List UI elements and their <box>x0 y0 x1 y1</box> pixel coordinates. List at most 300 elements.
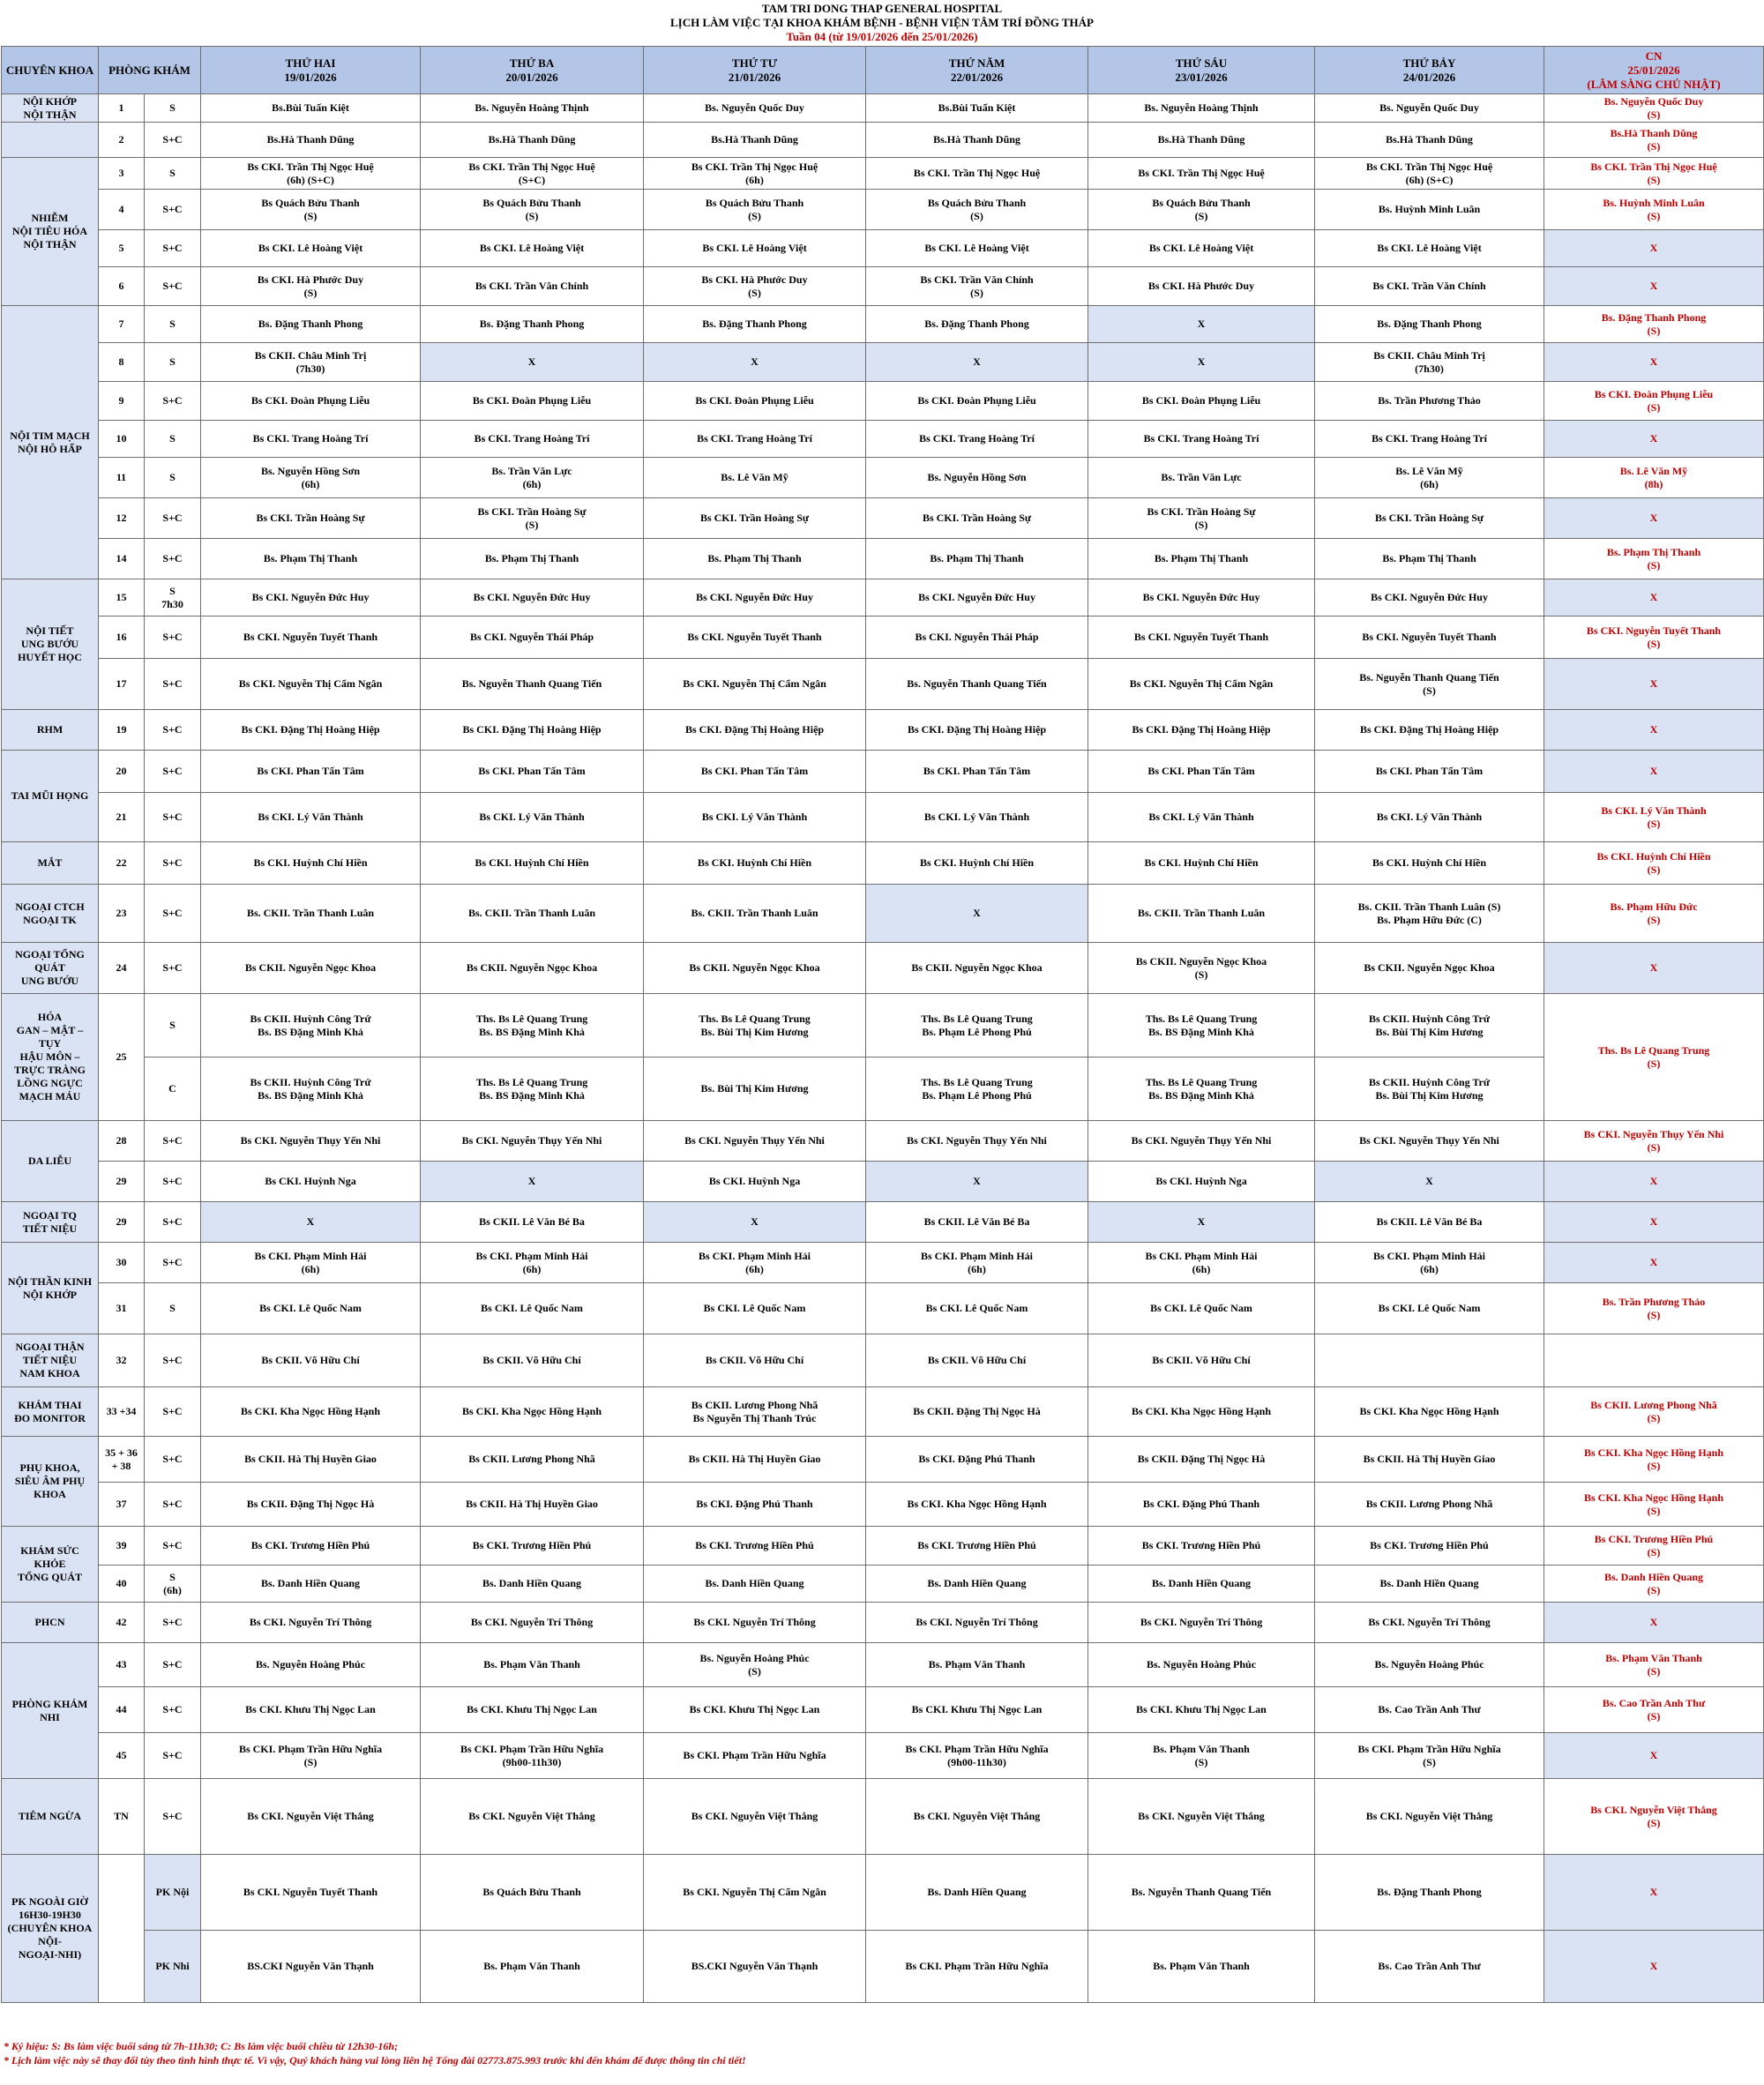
session-cell: S+C <box>145 1387 201 1437</box>
doctor-cell: Bs CKI. Phạm Minh Hải (6h) <box>644 1243 866 1283</box>
doctor-cell: Bs. Cao Trần Anh Thư <box>1315 1687 1544 1733</box>
doctor-cell: Bs. Danh Hiền Quang <box>1315 1566 1544 1603</box>
room-cell: 15 <box>99 579 145 617</box>
sunday-doctor-cell: X <box>1544 421 1764 458</box>
room-header: PHÒNG KHÁM <box>99 47 201 94</box>
sunday-doctor-cell: X <box>1544 579 1764 617</box>
doctor-cell: Bs CKII. Hà Thị Huyền Giao <box>1315 1437 1544 1483</box>
doctor-cell: Bs CKII. Hà Thị Huyền Giao <box>644 1437 866 1483</box>
doctor-cell: Bs CKII. Võ Hữu Chí <box>201 1334 421 1387</box>
doctor-cell: Bs CKI. Hà Phước Duy (S) <box>644 267 866 306</box>
doctor-cell: Bs. CKII. Trần Thanh Luân <box>421 885 644 943</box>
doctor-cell: Bs. Danh Hiền Quang <box>866 1855 1088 1931</box>
sunday-doctor-cell: X <box>1544 1855 1764 1931</box>
doctor-cell: Bs CKI. Lê Hoàng Việt <box>421 230 644 267</box>
schedule-row <box>2 793 1764 842</box>
doctor-cell: X <box>1088 343 1315 382</box>
doctor-cell: Bs CKI. Đặng Thị Hoàng Hiệp <box>1088 710 1315 751</box>
doctor-cell: Bs CKI. Trương Hiền Phú <box>421 1527 644 1566</box>
subclinic-cell: PK Nội <box>145 1855 201 1931</box>
doctor-cell: Bs CKI. Trang Hoàng Trí <box>1315 421 1544 458</box>
session-cell: S+C <box>145 1243 201 1283</box>
doctor-cell: Bs CKI. Phạm Minh Hải (6h) <box>421 1243 644 1283</box>
session-cell: S <box>145 994 201 1057</box>
doctor-cell: Ths. Bs Lê Quang Trung Bs. BS Đặng Minh Khả <box>421 994 644 1057</box>
doctor-cell: Bs CKI. Trần Thị Ngọc Huệ (S+C) <box>421 158 644 190</box>
doctor-cell: Bs CKI. Phạm Trần Hữu Nghĩa <box>644 1733 866 1779</box>
room-cell: 45 <box>99 1733 145 1779</box>
doctor-cell: Bs CKII. Võ Hữu Chí <box>1088 1334 1315 1387</box>
doctor-cell: Bs CKII. Nguyễn Ngọc Khoa <box>201 943 421 994</box>
session-cell: S+C <box>145 842 201 885</box>
room-cell: 8 <box>99 343 145 382</box>
room-cell: 11 <box>99 458 145 498</box>
doctor-cell: X <box>866 885 1088 943</box>
doctor-cell: Bs CKII. Huỳnh Công Trứ Bs. BS Đặng Minh Khả <box>201 994 421 1057</box>
specialty-cell: PHỤ KHOA, SIÊU ÂM PHỤ KHOA <box>2 1437 99 1527</box>
sunday-doctor-cell: X <box>1544 1733 1764 1779</box>
doctor-cell: X <box>421 1162 644 1202</box>
sunday-doctor-cell: X <box>1544 1931 1764 2003</box>
sunday-doctor-cell: X <box>1544 498 1764 539</box>
session-cell: S <box>145 458 201 498</box>
specialty-cell: NỘI TIẾT UNG BƯỚU HUYẾT HỌC <box>2 579 99 710</box>
doctor-cell: Bs CKI. Lê Quốc Nam <box>866 1283 1088 1334</box>
session-cell: S+C <box>145 1603 201 1643</box>
doctor-cell: Bs CKI. Trương Hiền Phú <box>201 1527 421 1566</box>
sunday-doctor-cell: X <box>1544 1243 1764 1283</box>
doctor-cell: Bs CKI. Trần Thị Ngọc Huệ <box>1088 158 1315 190</box>
doctor-cell: Bs CKI. Phạm Trần Hữu Nghĩa (9h00-11h30) <box>421 1733 644 1779</box>
session-cell: S <box>145 421 201 458</box>
doctor-cell: Bs CKI. Phạm Trần Hữu Nghĩa (9h00-11h30) <box>866 1733 1088 1779</box>
specialty-cell: NỘI THẦN KINH NỘI KHỚP <box>2 1243 99 1334</box>
sunday-doctor-cell: Ths. Bs Lê Quang Trung (S) <box>1544 994 1764 1121</box>
specialty-cell: KHÁM SỨC KHỎE TỔNG QUÁT <box>2 1527 99 1603</box>
doctor-cell: Bs CKI. Khưu Thị Ngọc Lan <box>866 1687 1088 1733</box>
doctor-cell: Bs CKI. Nguyễn Trí Thông <box>421 1603 644 1643</box>
room-cell: 17 <box>99 659 145 710</box>
doctor-cell: Bs. Nguyễn Hồng Sơn (6h) <box>201 458 421 498</box>
doctor-cell: Bs CKI. Đặng Phú Thanh <box>644 1483 866 1527</box>
doctor-cell: Bs CKI. Nguyễn Thị Cẩm Ngân <box>1088 659 1315 710</box>
sunday-doctor-cell: Bs CKI. Huỳnh Chí Hiền (S) <box>1544 842 1764 885</box>
schedule-row <box>2 994 1764 1057</box>
doctor-cell: Bs. Trần Văn Lực <box>1088 458 1315 498</box>
doctor-cell: Bs CKI. Trần Văn Chính (S) <box>866 267 1088 306</box>
session-cell: S+C <box>145 1733 201 1779</box>
doctor-cell: Bs CKI. Trần Thị Ngọc Huệ (6h) (S+C) <box>1315 158 1544 190</box>
session-cell: S+C <box>145 1483 201 1527</box>
schedule-row <box>2 659 1764 710</box>
doctor-cell: Bs CKII. Lương Phong Nhã Bs Nguyễn Thị Thanh Trúc <box>644 1387 866 1437</box>
session-cell: S <box>145 158 201 190</box>
doctor-cell: Bs. Phạm Thị Thanh <box>421 539 644 579</box>
specialty-cell <box>2 123 99 158</box>
room-cell: 14 <box>99 539 145 579</box>
room-cell: 25 <box>99 994 145 1121</box>
doctor-cell: Bs.Hà Thanh Dũng <box>1315 123 1544 158</box>
room-cell: 43 <box>99 1643 145 1687</box>
schedule-row <box>2 710 1764 751</box>
doctor-cell: Bs CKI. Trang Hoàng Trí <box>201 421 421 458</box>
doctor-cell: Bs CKI. Phạm Minh Hải (6h) <box>201 1243 421 1283</box>
doctor-cell: Bs CKII. Huỳnh Công Trứ Bs. BS Đặng Minh Khả <box>201 1057 421 1121</box>
session-cell: C <box>145 1057 201 1121</box>
doctor-cell: X <box>421 343 644 382</box>
session-cell: S <box>145 306 201 343</box>
doctor-cell: Bs CKI. Nguyễn Việt Thắng <box>1315 1779 1544 1855</box>
session-cell: S+C <box>145 1437 201 1483</box>
doctor-cell: Bs. Đặng Thanh Phong <box>866 306 1088 343</box>
doctor-cell: Bs. Nguyễn Hồng Sơn <box>866 458 1088 498</box>
schedule-row <box>2 1779 1764 1855</box>
doctor-cell: Bs CKI. Lê Hoàng Việt <box>1088 230 1315 267</box>
doctor-cell: Bs CKI. Nguyễn Đức Huy <box>421 579 644 617</box>
session-cell: S+C <box>145 1687 201 1733</box>
doctor-cell: Bs CKI. Huỳnh Nga <box>644 1162 866 1202</box>
doctor-cell: Bs CKI. Nguyễn Việt Thắng <box>201 1779 421 1855</box>
session-cell: S+C <box>145 793 201 842</box>
schedule-row <box>2 1334 1764 1387</box>
doctor-cell: Bs CKI. Nguyễn Tuyết Thanh <box>1088 617 1315 659</box>
doctor-cell: Bs CKI. Nguyễn Tuyết Thanh <box>201 1855 421 1931</box>
doctor-cell: Bs. Lê Văn Mỹ <box>644 458 866 498</box>
specialty-cell: HÓA GAN – MẬT – TỤY HẬU MÔN – TRỰC TRÀNG LỒNG NGỰC MẠCH MÁU <box>2 994 99 1121</box>
sunday-doctor-cell: Bs. Phạm Hữu Đức (S) <box>1544 885 1764 943</box>
doctor-cell: Bs CKI. Trần Hoàng Sự (S) <box>1088 498 1315 539</box>
doctor-cell: Bs Quách Bửu Thanh <box>421 1855 644 1931</box>
room-cell: TN <box>99 1779 145 1855</box>
doctor-cell: Bs. Danh Hiền Quang <box>866 1566 1088 1603</box>
session-cell: S+C <box>145 1643 201 1687</box>
session-cell: S+C <box>145 885 201 943</box>
session-cell: S+C <box>145 943 201 994</box>
doctor-cell: Bs CKI. Trang Hoàng Trí <box>644 421 866 458</box>
doctor-cell: Bs CKI. Lý Văn Thành <box>1315 793 1544 842</box>
specialty-cell: TIÊM NGỪA <box>2 1779 99 1855</box>
doctor-cell: Bs CKII. Lê Văn Bé Ba <box>866 1202 1088 1243</box>
legend-note: * Ký hiệu: S: Bs làm việc buổi sáng từ 7h-11h30; C: Bs làm việc buổi chiều từ 12h30-16h; <box>4 2040 399 2052</box>
doctor-cell: Bs CKI. Trần Thị Ngọc Huệ (6h) (S+C) <box>201 158 421 190</box>
room-cell: 39 <box>99 1527 145 1566</box>
doctor-cell: Bs. Huỳnh Minh Luân <box>1315 190 1544 230</box>
doctor-cell: Bs CKII. Đặng Thị Ngọc Hà <box>1088 1437 1315 1483</box>
room-cell: 29 <box>99 1162 145 1202</box>
doctor-cell: Bs. Nguyễn Quốc Duy <box>1315 94 1544 123</box>
doctor-cell: Bs CKI. Nguyễn Đức Huy <box>644 579 866 617</box>
doctor-cell: Bs CKI. Huỳnh Nga <box>1088 1162 1315 1202</box>
doctor-cell: Bs CKI. Huỳnh Chí Hiền <box>201 842 421 885</box>
session-cell: S+C <box>145 1334 201 1387</box>
specialty-header: CHUYÊN KHOA <box>2 47 99 94</box>
schedule-body <box>2 94 1764 2003</box>
room-cell: 29 <box>99 1202 145 1243</box>
specialty-cell: NGOẠI TQ TIẾT NIỆU <box>2 1202 99 1243</box>
doctor-cell: Bs CKI. Đặng Phú Thanh <box>1088 1483 1315 1527</box>
schedule-row <box>2 190 1764 230</box>
room-cell: 3 <box>99 158 145 190</box>
room-cell: 4 <box>99 190 145 230</box>
session-cell: S+C <box>145 1202 201 1243</box>
doctor-cell: Bs CKI. Phạm Minh Hải (6h) <box>1315 1243 1544 1283</box>
room-cell: 22 <box>99 842 145 885</box>
doctor-cell: Bs. Phạm Văn Thanh <box>1088 1931 1315 2003</box>
room-cell: 42 <box>99 1603 145 1643</box>
doctor-cell: Bs CKII. Châu Minh Trị (7h30) <box>1315 343 1544 382</box>
doctor-cell: Bs CKII. Huỳnh Công Trứ Bs. Bùi Thị Kim Hương <box>1315 994 1544 1057</box>
room-cell: 5 <box>99 230 145 267</box>
doctor-cell: X <box>1315 1162 1544 1202</box>
doctor-cell: Bs CKI. Nguyễn Tuyết Thanh <box>644 617 866 659</box>
sunday-doctor-cell: X <box>1544 659 1764 710</box>
doctor-cell: Bs CKI. Phan Tấn Tâm <box>1315 751 1544 793</box>
sunday-doctor-cell: X <box>1544 343 1764 382</box>
doctor-cell: Bs CKI. Phan Tấn Tâm <box>201 751 421 793</box>
doctor-cell: Bs CKI. Khưu Thị Ngọc Lan <box>201 1687 421 1733</box>
doctor-cell: Bs CKI. Lê Quốc Nam <box>421 1283 644 1334</box>
doctor-cell: Bs CKI. Phạm Trần Hữu Nghĩa <box>866 1931 1088 2003</box>
doctor-cell: Bs CKII. Lương Phong Nhã <box>1315 1483 1544 1527</box>
disclaimer-note: * Lịch làm việc này sẽ thay đổi tùy theo tình hình thực tế. Vì vậy, Quý khách hàng vui lòng liên hệ Tổng đài 02773.875.993 trước khi đến khám để được thông tin chi tiết! <box>4 2054 746 2066</box>
day-header: THỨ TƯ 21/01/2026 <box>644 47 866 94</box>
schedule-row <box>2 94 1764 123</box>
schedule-row <box>2 1121 1764 1162</box>
doctor-cell: Bs. Danh Hiền Quang <box>201 1566 421 1603</box>
session-cell: S+C <box>145 539 201 579</box>
session-cell: S+C <box>145 382 201 421</box>
sunday-doctor-cell: X <box>1544 267 1764 306</box>
schedule-row <box>2 458 1764 498</box>
doctor-cell: Bs CKI. Huỳnh Nga <box>201 1162 421 1202</box>
room-cell: 24 <box>99 943 145 994</box>
doctor-cell: Bs. Cao Trần Anh Thư <box>1315 1931 1544 2003</box>
sunday-doctor-cell <box>1544 1334 1764 1387</box>
doctor-cell: Bs.Hà Thanh Dũng <box>201 123 421 158</box>
session-cell: S <box>145 1283 201 1334</box>
doctor-cell: Bs CKI. Nguyễn Việt Thắng <box>866 1779 1088 1855</box>
doctor-cell: Bs Quách Bửu Thanh (S) <box>866 190 1088 230</box>
doctor-cell: Bs CKII. Lê Văn Bé Ba <box>421 1202 644 1243</box>
schedule-row <box>2 230 1764 267</box>
doctor-cell: Bs CKI. Khưu Thị Ngọc Lan <box>644 1687 866 1733</box>
specialty-cell: NỘI KHỚP NỘI THẬN <box>2 94 99 123</box>
sunday-doctor-cell: Bs CKI. Lý Văn Thành (S) <box>1544 793 1764 842</box>
doctor-cell: Bs CKI. Nguyễn Trí Thông <box>866 1603 1088 1643</box>
schedule-row <box>2 1643 1764 1687</box>
doctor-cell: Bs CKI. Nguyễn Thụy Yến Nhi <box>421 1121 644 1162</box>
doctor-cell: Bs.Hà Thanh Dũng <box>1088 123 1315 158</box>
room-cell: 21 <box>99 793 145 842</box>
doctor-cell: Bs. Nguyễn Thanh Quang Tiến <box>1088 1855 1315 1931</box>
doctor-cell: Bs CKI. Đoàn Phụng Liễu <box>421 382 644 421</box>
session-cell: S+C <box>145 1121 201 1162</box>
doctor-cell: Bs CKI. Phan Tấn Tâm <box>421 751 644 793</box>
doctor-cell: Bs Quách Bửu Thanh (S) <box>1088 190 1315 230</box>
sunday-doctor-cell: X <box>1544 1202 1764 1243</box>
schedule-row <box>2 123 1764 158</box>
doctor-cell: Bs CKI. Nguyễn Thị Cẩm Ngân <box>201 659 421 710</box>
session-cell: S 7h30 <box>145 579 201 617</box>
doctor-cell: Bs CKI. Kha Ngọc Hồng Hạnh <box>201 1387 421 1437</box>
doctor-cell: Bs CKI. Lê Quốc Nam <box>1088 1283 1315 1334</box>
doctor-cell: Bs CKII. Võ Hữu Chí <box>866 1334 1088 1387</box>
session-cell: S <box>145 94 201 123</box>
doctor-cell: Bs CKI. Trần Thị Ngọc Huệ (6h) <box>644 158 866 190</box>
doctor-cell: Bs CKI. Nguyễn Thị Cẩm Ngân <box>644 659 866 710</box>
doctor-cell <box>1315 1334 1544 1387</box>
room-cell: 9 <box>99 382 145 421</box>
doctor-cell: Ths. Bs Lê Quang Trung Bs. Phạm Lê Phong Phú <box>866 1057 1088 1121</box>
doctor-cell: Bs CKI. Phan Tấn Tâm <box>644 751 866 793</box>
doctor-cell: Bs CKII. Đặng Thị Ngọc Hà <box>866 1387 1088 1437</box>
doctor-cell: Bs CKI. Trần Văn Chính <box>421 267 644 306</box>
doctor-cell: Bs CKII. Nguyễn Ngọc Khoa <box>421 943 644 994</box>
schedule-row <box>2 1243 1764 1283</box>
schedule-row <box>2 1483 1764 1527</box>
sunday-doctor-cell: Bs.Hà Thanh Dũng (S) <box>1544 123 1764 158</box>
doctor-cell: Bs CKI. Nguyễn Trí Thông <box>201 1603 421 1643</box>
schedule-row <box>2 751 1764 793</box>
doctor-cell: Bs CKI. Nguyễn Tuyết Thanh <box>1315 617 1544 659</box>
doctor-cell: Bs. Trần Phương Thảo <box>1315 382 1544 421</box>
session-cell: S+C <box>145 190 201 230</box>
doctor-cell: Bs CKI. Kha Ngọc Hồng Hạnh <box>1315 1387 1544 1437</box>
doctor-cell: Ths. Bs Lê Quang Trung Bs. BS Đặng Minh Khả <box>1088 1057 1315 1121</box>
doctor-cell: Bs CKI. Khưu Thị Ngọc Lan <box>421 1687 644 1733</box>
schedule-row <box>2 343 1764 382</box>
doctor-cell: Bs CKI. Lê Hoàng Việt <box>644 230 866 267</box>
doctor-cell: Bs. Phạm Văn Thanh <box>421 1931 644 2003</box>
sunday-doctor-cell: X <box>1544 1603 1764 1643</box>
doctor-cell: Bs. Phạm Thị Thanh <box>644 539 866 579</box>
session-cell: S (6h) <box>145 1566 201 1603</box>
doctor-cell: Bs CKI. Hà Phước Duy <box>1088 267 1315 306</box>
doctor-cell: Bs CKI. Trương Hiền Phú <box>1088 1527 1315 1566</box>
doctor-cell: Bs CKI. Nguyễn Thụy Yến Nhi <box>1088 1121 1315 1162</box>
sunday-doctor-cell: Bs. Phạm Thị Thanh (S) <box>1544 539 1764 579</box>
doctor-cell: Bs CKII. Đặng Thị Ngọc Hà <box>201 1483 421 1527</box>
sunday-doctor-cell: Bs. Đặng Thanh Phong (S) <box>1544 306 1764 343</box>
doctor-cell: Bs CKII. Nguyễn Ngọc Khoa <box>1315 943 1544 994</box>
doctor-cell: Bs. Nguyễn Hoàng Phúc (S) <box>644 1643 866 1687</box>
sunday-doctor-cell: Bs CKI. Nguyễn Thụy Yến Nhi (S) <box>1544 1121 1764 1162</box>
doctor-cell: Bs. Danh Hiền Quang <box>421 1566 644 1603</box>
doctor-cell: Bs.Hà Thanh Dũng <box>421 123 644 158</box>
session-cell: S+C <box>145 230 201 267</box>
doctor-cell: Bs CKI. Trần Hoàng Sự <box>201 498 421 539</box>
doctor-cell: Bs CKI. Trang Hoàng Trí <box>1088 421 1315 458</box>
room-cell: 23 <box>99 885 145 943</box>
doctor-cell: Bs CKI. Nguyễn Việt Thắng <box>421 1779 644 1855</box>
doctor-cell: Bs CKI. Nguyễn Đức Huy <box>866 579 1088 617</box>
doctor-cell: Bs CKII. Lê Văn Bé Ba <box>1315 1202 1544 1243</box>
sunday-doctor-cell: X <box>1544 710 1764 751</box>
specialty-cell: NGOẠI THẬN TIẾT NIỆU NAM KHOA <box>2 1334 99 1387</box>
footer-notes <box>4 2039 746 2067</box>
doctor-cell: Bs. Phạm Văn Thanh <box>866 1643 1088 1687</box>
session-cell: S+C <box>145 1779 201 1855</box>
schedule-row <box>2 1687 1764 1733</box>
doctor-cell: Bs. Nguyễn Thanh Quang Tiến <box>421 659 644 710</box>
doctor-cell: Bs CKI. Trần Văn Chính <box>1315 267 1544 306</box>
doctor-cell: Bs CKI. Nguyễn Trí Thông <box>644 1603 866 1643</box>
doctor-cell: Bs CKI. Phạm Trần Hữu Nghĩa (S) <box>1315 1733 1544 1779</box>
room-cell: 16 <box>99 617 145 659</box>
doctor-cell: Bs. Nguyễn Hoàng Phúc <box>1088 1643 1315 1687</box>
room-cell: 2 <box>99 123 145 158</box>
room-cell: 33 +34 <box>99 1387 145 1437</box>
room-cell: 19 <box>99 710 145 751</box>
doctor-cell: Bs CKII. Hà Thị Huyền Giao <box>421 1483 644 1527</box>
sunday-doctor-cell: Bs CKI. Nguyễn Việt Thắng (S) <box>1544 1779 1764 1855</box>
doctor-cell: Bs CKI. Huỳnh Chí Hiền <box>866 842 1088 885</box>
schedule-row <box>2 1437 1764 1483</box>
specialty-cell: NỘI TIM MẠCH NỘI HÔ HẤP <box>2 306 99 579</box>
doctor-cell: Bs. Đặng Thanh Phong <box>1315 1855 1544 1931</box>
sunday-doctor-cell: Bs. Huỳnh Minh Luân (S) <box>1544 190 1764 230</box>
header-row <box>2 47 1764 94</box>
doctor-cell: Bs CKI. Phạm Trần Hữu Nghĩa (S) <box>201 1733 421 1779</box>
room-cell: 30 <box>99 1243 145 1283</box>
doctor-cell: Bs. Đặng Thanh Phong <box>201 306 421 343</box>
room-cell: 28 <box>99 1121 145 1162</box>
sunday-doctor-cell: X <box>1544 751 1764 793</box>
doctor-cell: Bs CKI. Nguyễn Việt Thắng <box>1088 1779 1315 1855</box>
doctor-cell: Bs CKI. Đặng Phú Thanh <box>866 1437 1088 1483</box>
doctor-cell: Bs. Phạm Thị Thanh <box>1088 539 1315 579</box>
doctor-cell: Bs CKI. Nguyễn Đức Huy <box>1315 579 1544 617</box>
day-header: THỨ BẢY 24/01/2026 <box>1315 47 1544 94</box>
room-cell: 10 <box>99 421 145 458</box>
hospital-name: TAM TRI DONG THAP GENERAL HOSPITAL <box>761 2 1003 15</box>
schedule-row <box>2 1855 1764 1931</box>
doctor-cell: Bs. Phạm Thị Thanh <box>866 539 1088 579</box>
room-cell: 44 <box>99 1687 145 1733</box>
doctor-cell: Bs. Đặng Thanh Phong <box>644 306 866 343</box>
doctor-cell: Bs CKI. Nguyễn Trí Thông <box>1315 1603 1544 1643</box>
room-cell <box>99 1855 145 2003</box>
sunday-doctor-cell: Bs CKI. Kha Ngọc Hồng Hạnh (S) <box>1544 1483 1764 1527</box>
doctor-cell: Bs CKI. Lê Quốc Nam <box>1315 1283 1544 1334</box>
room-cell: 40 <box>99 1566 145 1603</box>
schedule-row <box>2 1057 1764 1121</box>
doctor-cell: Bs. Nguyễn Thanh Quang Tiến (S) <box>1315 659 1544 710</box>
doctor-cell: Bs Quách Bửu Thanh (S) <box>201 190 421 230</box>
doctor-cell: Bs. Nguyễn Hoàng Thịnh <box>1088 94 1315 123</box>
doctor-cell: Bs. Đặng Thanh Phong <box>421 306 644 343</box>
doctor-cell: X <box>1088 1202 1315 1243</box>
doctor-cell: X <box>644 1202 866 1243</box>
doctor-cell: Bs CKI. Đặng Thị Hoàng Hiệp <box>421 710 644 751</box>
day-header: THỨ HAI 19/01/2026 <box>201 47 421 94</box>
room-cell: 1 <box>99 94 145 123</box>
schedule-row <box>2 1931 1764 2003</box>
doctor-cell: Bs. Nguyễn Hoàng Phúc <box>201 1643 421 1687</box>
specialty-cell: KHÁM THAI ĐO MONITOR <box>2 1387 99 1437</box>
session-cell: S+C <box>145 1527 201 1566</box>
sunday-doctor-cell: Bs CKII. Lương Phong Nhã (S) <box>1544 1387 1764 1437</box>
doctor-cell: Ths. Bs Lê Quang Trung Bs. Bùi Thị Kim Hương <box>644 994 866 1057</box>
doctor-cell: Bs CKI. Huỳnh Chí Hiền <box>1315 842 1544 885</box>
room-cell: 35 + 36 + 38 <box>99 1437 145 1483</box>
doctor-cell: Bs CKI. Trang Hoàng Trí <box>866 421 1088 458</box>
room-cell: 7 <box>99 306 145 343</box>
schedule-row <box>2 579 1764 617</box>
doctor-cell: Bs. CKII. Trần Thanh Luân <box>1088 885 1315 943</box>
doctor-cell: Bs. CKII. Trần Thanh Luân <box>201 885 421 943</box>
specialty-cell: DA LIỄU <box>2 1121 99 1202</box>
